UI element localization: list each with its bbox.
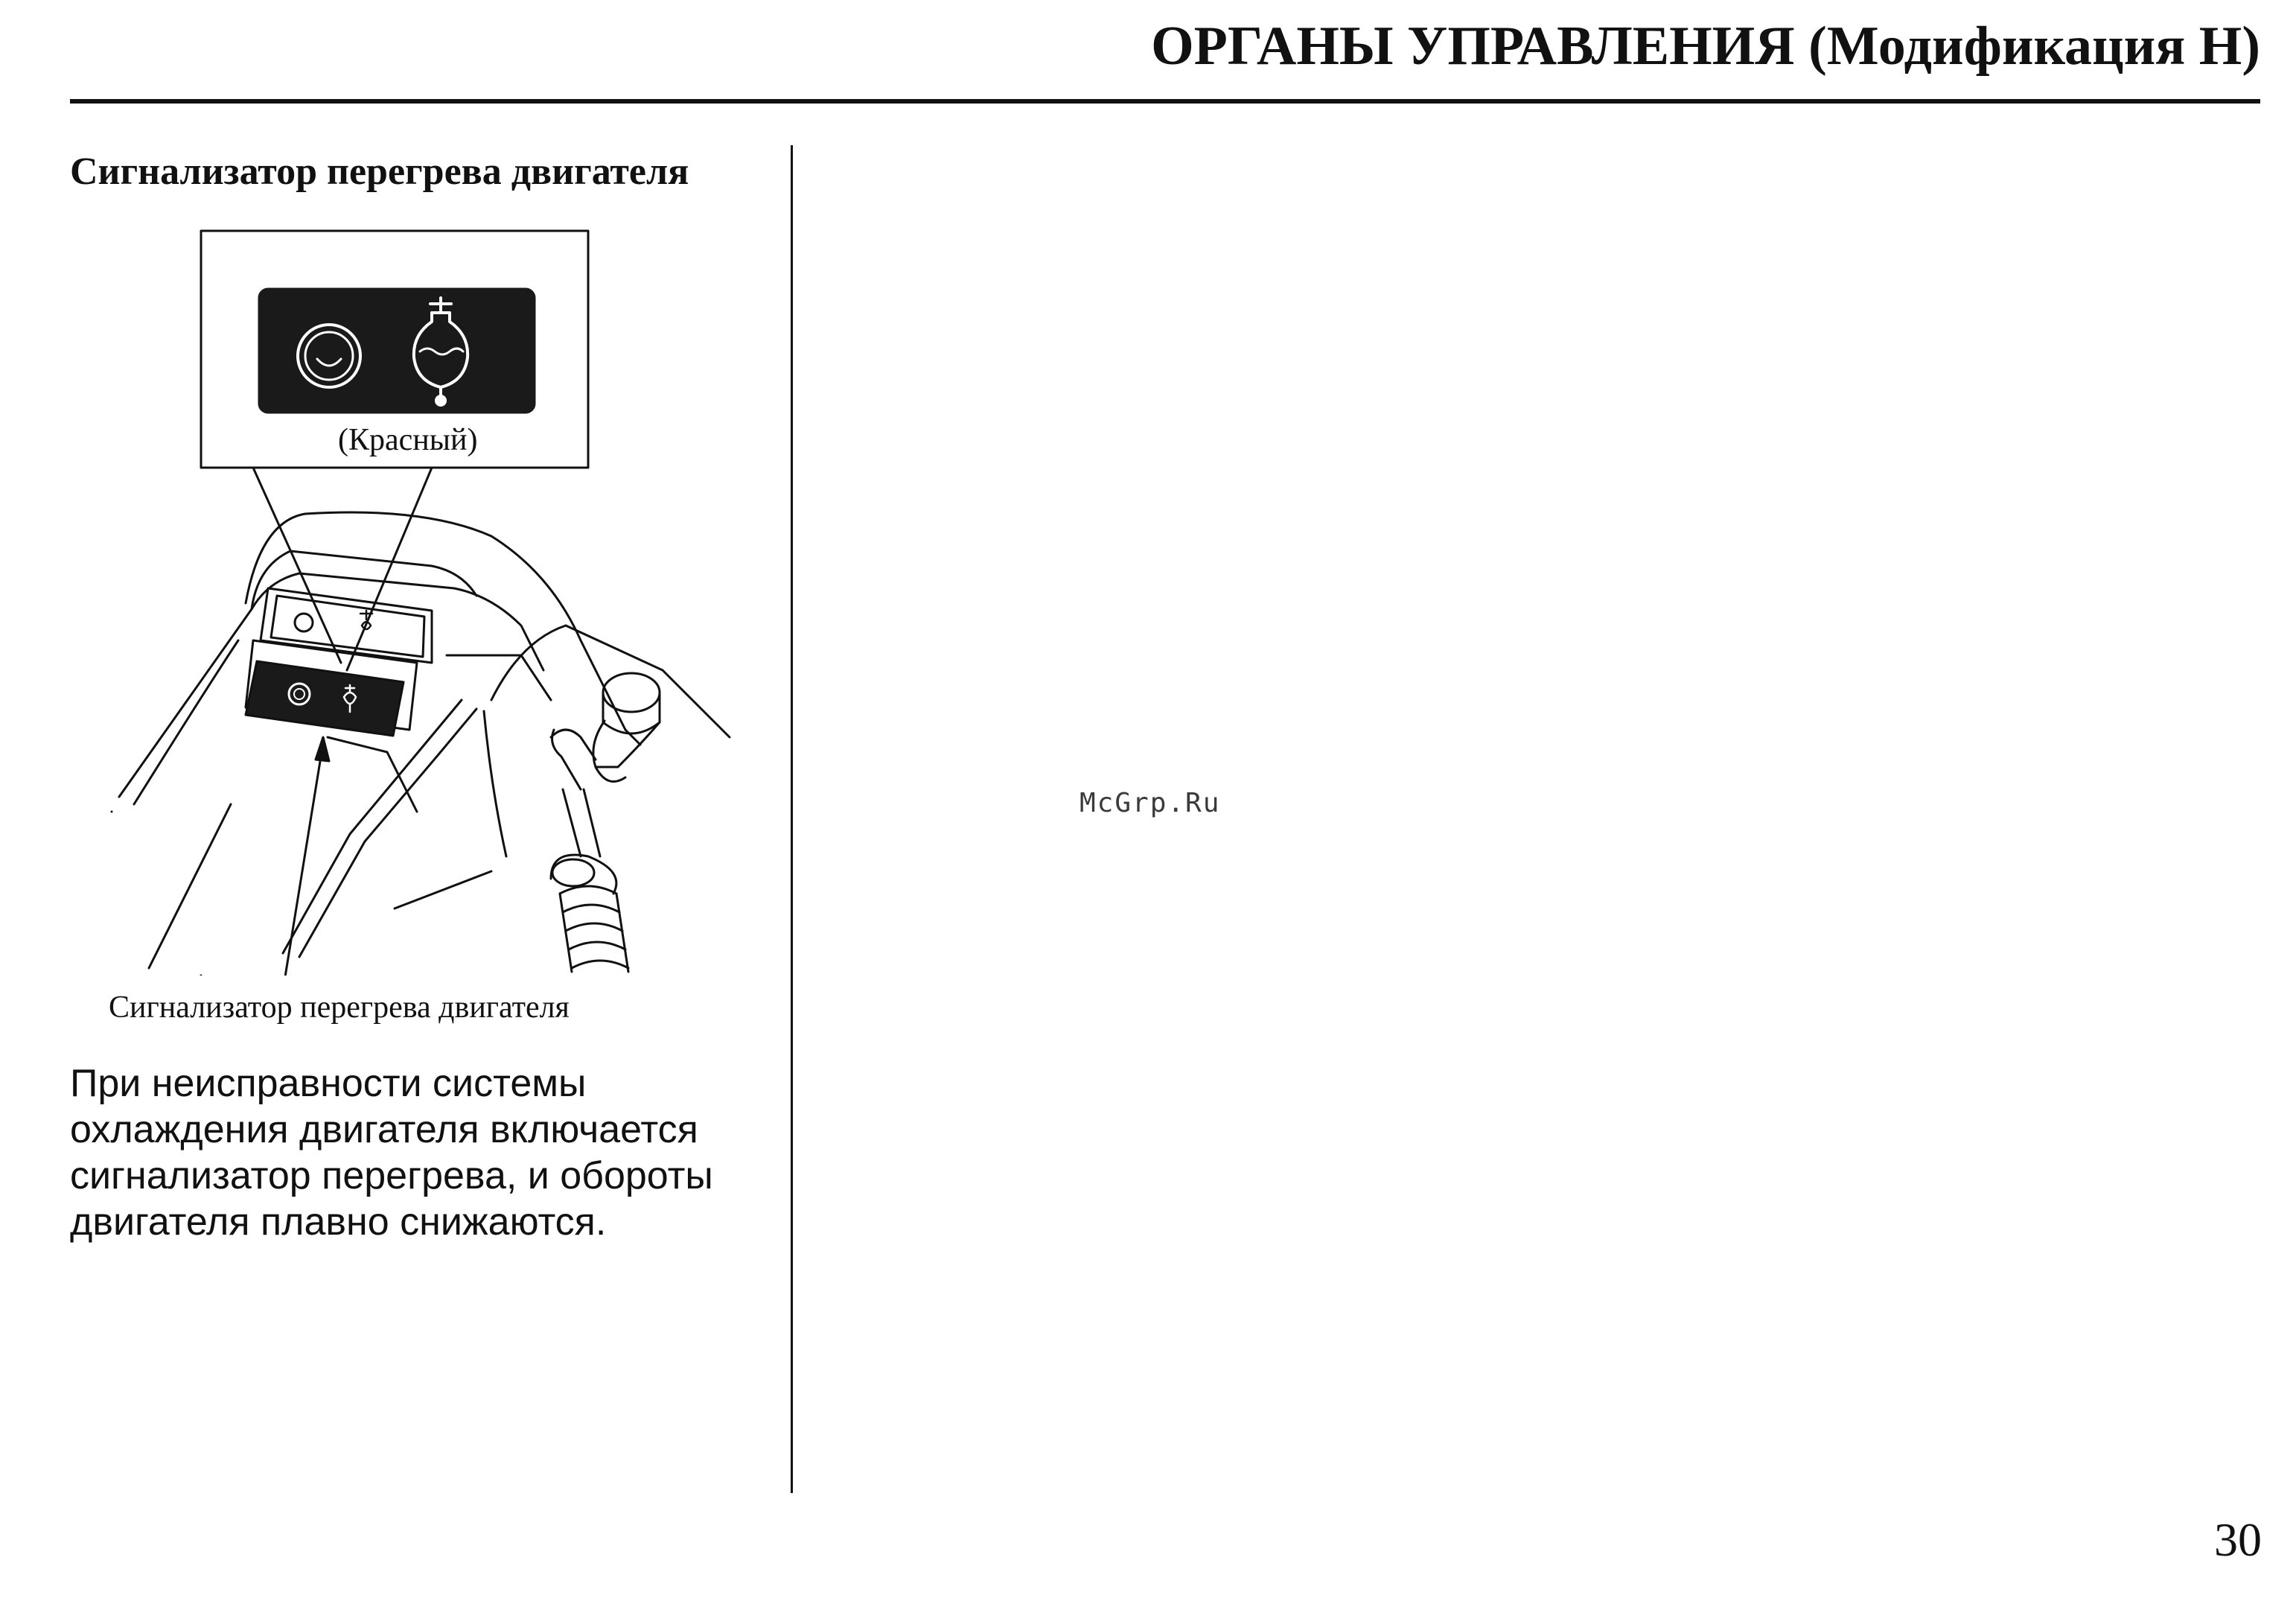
indicator-panel-enlarged bbox=[259, 289, 535, 413]
body-line: сигнализатор перегрева, и обороты bbox=[70, 1154, 713, 1197]
lever-spring bbox=[560, 886, 628, 972]
body-line: двигателя плавно снижаются. bbox=[70, 1200, 607, 1244]
page-title: ОРГАНЫ УПРАВЛЕНИЯ (Модификация H) bbox=[1151, 16, 2260, 77]
lever-knob bbox=[551, 673, 660, 894]
body-line: При неисправности системы bbox=[70, 1062, 587, 1105]
indicator-color-label: (Красный) bbox=[338, 423, 478, 457]
engine-overheat-indicator-illustration bbox=[104, 223, 759, 976]
body-line: охлаждения двигателя включается bbox=[70, 1108, 698, 1151]
column-divider bbox=[791, 145, 793, 1493]
watermark: McGrp.Ru bbox=[1080, 788, 1221, 818]
console-indicator-panel bbox=[246, 588, 432, 736]
console-outline bbox=[112, 512, 730, 976]
title-rule bbox=[70, 99, 2260, 104]
page-number: 30 bbox=[2214, 1513, 2262, 1566]
figure-caption: Сигнализатор перегрева двигателя bbox=[109, 990, 570, 1025]
body-paragraph bbox=[70, 1060, 785, 1245]
section-heading: Сигнализатор перегрева двигателя bbox=[70, 150, 689, 193]
callout-leader-lines bbox=[253, 468, 432, 670]
